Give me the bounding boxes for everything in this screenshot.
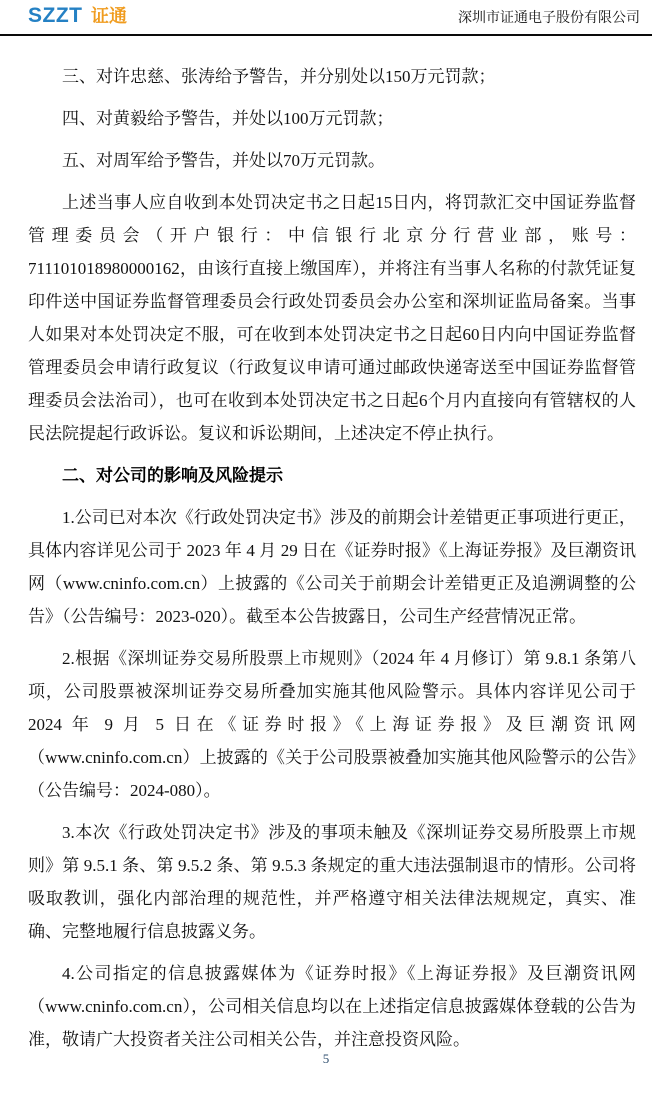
logo-szzt-text: SZZT <box>28 4 83 27</box>
impact-paragraph-1: 1.公司已对本次《行政处罚决定书》涉及的前期会计差错更正事项进行更正，具体内容详见公司于 2023 年 4 月 29 日在《证券时报》《上海证券报》及巨潮资讯网（www.cninfo.com.cn）上披露的《公司关于前期会计差错更正及追溯调整的公告》（公告编号：2023-020）。截至本公告披露日，公司生产经营情况正常。 <box>28 508 636 626</box>
page-footer <box>0 1050 652 1068</box>
penalty-item-four: 四、对黄毅给予警告，并处以100万元罚款； <box>62 109 394 128</box>
document-body <box>0 36 652 1056</box>
penalty-item-three: 三、对许忠慈、张涛给予警告，并分别处以150万元罚款； <box>62 67 496 86</box>
payment-instructions-paragraph: 上述当事人应自收到本处罚决定书之日起15日内，将罚款汇交中国证券监督管理委员会（开户银行：中信银行北京分行营业部，账号：711101018980000162，由该行直接上缴国库），并将注有当事人名称的付款凭证复印件送中国证券监督管理委员会行政处罚委员会办公室和深圳证监局备案。当事人如果对本处罚决定不服，可在收到本处罚决定书之日起60日内向中国证券监督管理委员会申请行政复议（行政复议申请可通过邮政快递寄送至中国证券监督管理委员会法治司），也可在收到本处罚决定书之日起6个月内直接向有管辖权的人民法院提起行政诉讼。复议和诉讼期间，上述决定不停止执行。 <box>28 193 636 443</box>
page-header <box>0 0 652 36</box>
page-number: 5 <box>322 1051 330 1066</box>
company-logo <box>28 4 127 30</box>
logo-zhengtong-text: 证通 <box>90 6 127 26</box>
section-heading-impact-and-risk: 二、对公司的影响及风险提示 <box>62 466 283 485</box>
impact-paragraph-3: 3.本次《行政处罚决定书》涉及的事项未触及《深圳证券交易所股票上市规则》第 9.5.1 条、第 9.5.2 条、第 9.5.3 条规定的重大违法强制退市的情形。公司将吸取教训，强化内部治理的规范性，并严格遵守相关法律法规规定，真实、准确、完整地履行信息披露义务。 <box>28 823 636 941</box>
impact-paragraph-4: 4.公司指定的信息披露媒体为《证券时报》《上海证券报》及巨潮资讯网（www.cninfo.com.cn），公司相关信息均以在上述指定信息披露媒体登载的公告为准，敬请广大投资者关注公司相关公告，并注意投资风险。 <box>28 964 636 1049</box>
impact-paragraph-2: 2.根据《深圳证券交易所股票上市规则》（2024 年 4 月修订）第 9.8.1 条第八项，公司股票被深圳证券交易所叠加实施其他风险警示。具体内容详见公司于 2024 年 9 月 5 日在《证券时报》《上海证券报》及巨潮资讯网（www.cninfo.com.cn）上披露的《关于公司股票被叠加实施其他风险警示的公告》（公告编号：2024-080）。 <box>28 649 636 800</box>
penalty-item-five: 五、对周军给予警告，并处以70万元罚款。 <box>62 151 385 170</box>
header-company-name: 深圳市证通电子股份有限公司 <box>458 11 640 26</box>
